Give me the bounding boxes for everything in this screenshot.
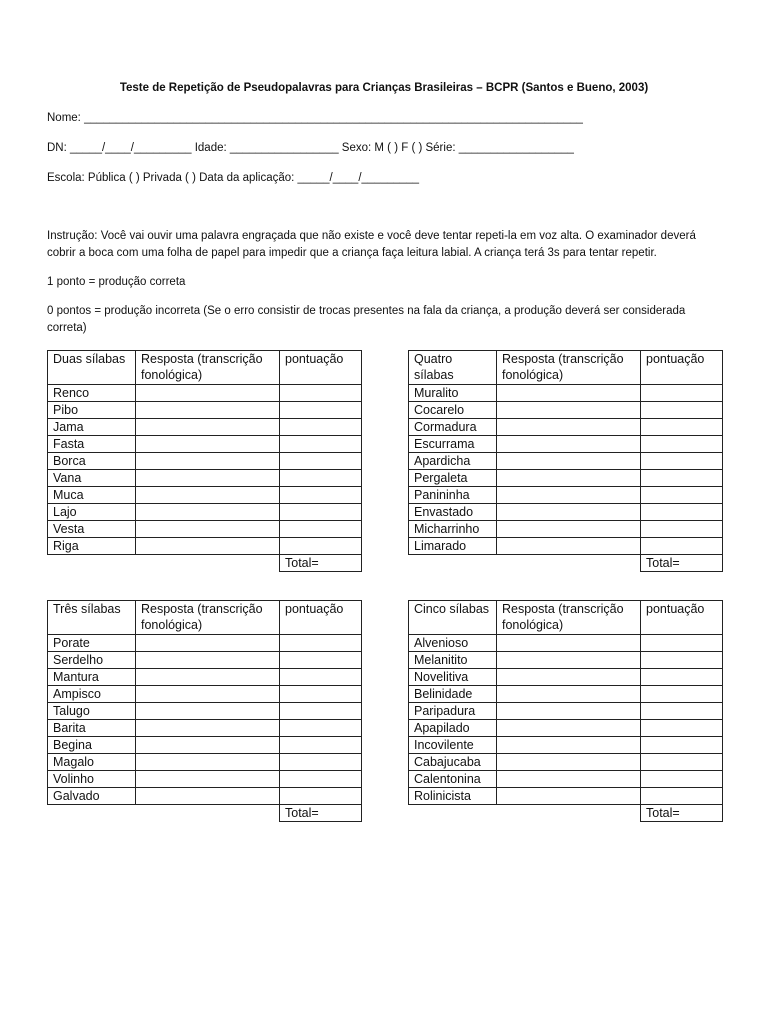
pseudoword-cell: Melanitito xyxy=(409,652,497,669)
column-header-word: Cinco sílabas xyxy=(409,601,497,635)
table-row xyxy=(48,436,362,453)
pseudoword-cell: Ampisco xyxy=(48,686,136,703)
response-cell[interactable] xyxy=(497,669,641,686)
total-row xyxy=(48,555,362,572)
pseudoword-cell: Serdelho xyxy=(48,652,136,669)
blank-cell xyxy=(48,555,136,572)
column-header-score: pontuação xyxy=(280,351,362,385)
response-cell[interactable] xyxy=(136,436,280,453)
table-row xyxy=(409,788,723,805)
pseudoword-cell: Cocarelo xyxy=(409,402,497,419)
table-header-row xyxy=(48,351,362,385)
response-cell[interactable] xyxy=(136,538,280,555)
score-cell[interactable] xyxy=(280,521,362,538)
table-row xyxy=(409,402,723,419)
score-cell[interactable] xyxy=(641,754,723,771)
response-cell[interactable] xyxy=(497,521,641,538)
score-cell[interactable] xyxy=(641,419,723,436)
pseudoword-cell: Panininha xyxy=(409,487,497,504)
score-cell[interactable] xyxy=(280,385,362,402)
column-header-score: pontuação xyxy=(280,601,362,635)
pseudoword-cell: Apardicha xyxy=(409,453,497,470)
response-cell[interactable] xyxy=(136,788,280,805)
response-cell[interactable] xyxy=(136,521,280,538)
response-cell[interactable] xyxy=(497,754,641,771)
response-cell[interactable] xyxy=(136,703,280,720)
page-title: Teste de Repetição de Pseudopalavras para Crianças Brasileiras – BCPR (Santos e Bueno, 2003) xyxy=(119,82,649,94)
response-cell[interactable] xyxy=(497,402,641,419)
blank-cell xyxy=(409,555,497,572)
table-row xyxy=(48,504,362,521)
score-cell[interactable] xyxy=(641,504,723,521)
score-cell[interactable] xyxy=(280,686,362,703)
table-row xyxy=(409,720,723,737)
response-cell[interactable] xyxy=(497,703,641,720)
response-cell[interactable] xyxy=(497,635,641,652)
pseudoword-cell: Cabajucaba xyxy=(409,754,497,771)
table-row xyxy=(48,771,362,788)
response-cell[interactable] xyxy=(497,538,641,555)
pseudoword-cell: Belinidade xyxy=(409,686,497,703)
table-row xyxy=(409,453,723,470)
score-cell[interactable] xyxy=(280,703,362,720)
column-header-response: Resposta (transcrição fonológica) xyxy=(497,351,641,385)
dn-line: DN: _____/____/_________ Idade: _________________ Sexo: M ( ) F ( ) Série: __________________ xyxy=(47,142,574,154)
pseudoword-cell: Galvado xyxy=(48,788,136,805)
pseudoword-cell: Escurrama xyxy=(409,436,497,453)
total-cell[interactable]: Total= xyxy=(280,805,362,822)
pseudoword-cell: Muralito xyxy=(409,385,497,402)
blank-cell xyxy=(497,555,641,572)
response-cell[interactable] xyxy=(136,402,280,419)
pseudoword-cell: Lajo xyxy=(48,504,136,521)
table-row xyxy=(48,754,362,771)
total-row xyxy=(48,805,362,822)
score-one-text: 1 ponto = produção correta xyxy=(47,276,186,288)
response-cell[interactable] xyxy=(136,504,280,521)
table-row xyxy=(409,652,723,669)
table-row xyxy=(48,385,362,402)
pseudoword-cell: Renco xyxy=(48,385,136,402)
total-cell[interactable]: Total= xyxy=(641,555,723,572)
response-cell[interactable] xyxy=(136,487,280,504)
score-cell[interactable] xyxy=(280,470,362,487)
table-row xyxy=(409,754,723,771)
pseudoword-cell: Paripadura xyxy=(409,703,497,720)
response-cell[interactable] xyxy=(497,737,641,754)
pseudoword-cell: Micharrinho xyxy=(409,521,497,538)
pseudoword-cell: Talugo xyxy=(48,703,136,720)
pseudoword-cell: Mantura xyxy=(48,669,136,686)
total-row xyxy=(409,555,723,572)
table-row xyxy=(48,635,362,652)
pseudoword-cell: Alvenioso xyxy=(409,635,497,652)
score-cell[interactable] xyxy=(641,470,723,487)
response-cell[interactable] xyxy=(497,771,641,788)
score-cell[interactable] xyxy=(641,788,723,805)
score-cell[interactable] xyxy=(280,635,362,652)
response-cell[interactable] xyxy=(497,436,641,453)
score-cell[interactable] xyxy=(641,686,723,703)
score-cell[interactable] xyxy=(280,419,362,436)
score-cell[interactable] xyxy=(641,402,723,419)
escola-line: Escola: Pública ( ) Privada ( ) Data da aplicação: _____/____/_________ xyxy=(47,172,420,184)
response-cell[interactable] xyxy=(136,754,280,771)
table-row xyxy=(48,470,362,487)
table-row xyxy=(48,669,362,686)
score-cell[interactable] xyxy=(641,737,723,754)
table-row xyxy=(48,521,362,538)
blank-cell xyxy=(497,805,641,822)
score-cell[interactable] xyxy=(641,720,723,737)
response-cell[interactable] xyxy=(497,652,641,669)
table-row xyxy=(409,470,723,487)
response-cell[interactable] xyxy=(136,470,280,487)
table-row xyxy=(409,419,723,436)
response-cell[interactable] xyxy=(136,453,280,470)
response-cell[interactable] xyxy=(136,686,280,703)
response-cell[interactable] xyxy=(136,635,280,652)
response-cell[interactable] xyxy=(136,720,280,737)
blank-cell xyxy=(136,805,280,822)
pseudoword-cell: Rolinicista xyxy=(409,788,497,805)
table-row xyxy=(48,720,362,737)
score-cell[interactable] xyxy=(280,504,362,521)
score-cell[interactable] xyxy=(641,703,723,720)
table-row xyxy=(48,538,362,555)
score-cell[interactable] xyxy=(641,436,723,453)
score-cell[interactable] xyxy=(280,652,362,669)
score-cell[interactable] xyxy=(641,652,723,669)
column-header-score: pontuação xyxy=(641,601,723,635)
table-row xyxy=(48,487,362,504)
pseudoword-cell: Begina xyxy=(48,737,136,754)
response-cell[interactable] xyxy=(136,669,280,686)
blank-cell xyxy=(136,555,280,572)
response-cell[interactable] xyxy=(136,385,280,402)
pseudoword-cell: Vesta xyxy=(48,521,136,538)
pseudoword-cell: Vana xyxy=(48,470,136,487)
table-row xyxy=(409,686,723,703)
pseudoword-cell: Magalo xyxy=(48,754,136,771)
score-zero-text: 0 pontos = produção incorreta (Se o erro consistir de trocas presentes na fala da criança, a produção deverá ser considerada correta) xyxy=(47,305,686,334)
table-header-row xyxy=(48,601,362,635)
total-cell[interactable]: Total= xyxy=(641,805,723,822)
table-row xyxy=(48,737,362,754)
blank-cell xyxy=(409,805,497,822)
table-row xyxy=(48,686,362,703)
table-quatro-silabas xyxy=(408,350,723,572)
column-header-response: Resposta (transcrição fonológica) xyxy=(497,601,641,635)
response-cell[interactable] xyxy=(497,453,641,470)
nome-line: Nome: ______________________________________________________________________________ xyxy=(47,112,583,124)
response-cell[interactable] xyxy=(136,419,280,436)
score-cell[interactable] xyxy=(280,538,362,555)
pseudoword-cell: Novelitiva xyxy=(409,669,497,686)
table-row xyxy=(409,521,723,538)
table-tres-silabas xyxy=(47,600,362,822)
pseudoword-cell: Borca xyxy=(48,453,136,470)
table-row xyxy=(409,737,723,754)
table-row xyxy=(48,652,362,669)
pseudoword-cell: Incovilente xyxy=(409,737,497,754)
table-row xyxy=(48,419,362,436)
response-cell[interactable] xyxy=(497,487,641,504)
column-header-response: Resposta (transcrição fonológica) xyxy=(136,351,280,385)
total-cell[interactable]: Total= xyxy=(280,555,362,572)
score-cell[interactable] xyxy=(641,385,723,402)
table-row xyxy=(48,453,362,470)
table-duas-silabas xyxy=(47,350,362,572)
score-cell[interactable] xyxy=(641,635,723,652)
pseudoword-cell: Limarado xyxy=(409,538,497,555)
response-cell[interactable] xyxy=(497,788,641,805)
table-header-row xyxy=(409,351,723,385)
pseudoword-cell: Barita xyxy=(48,720,136,737)
pseudoword-cell: Jama xyxy=(48,419,136,436)
response-cell[interactable] xyxy=(136,771,280,788)
table-row xyxy=(409,635,723,652)
table-row xyxy=(409,538,723,555)
pseudoword-cell: Porate xyxy=(48,635,136,652)
pseudoword-cell: Fasta xyxy=(48,436,136,453)
pseudoword-cell: Muca xyxy=(48,487,136,504)
score-cell[interactable] xyxy=(280,453,362,470)
table-cinco-silabas xyxy=(408,600,723,822)
score-cell[interactable] xyxy=(280,436,362,453)
response-cell[interactable] xyxy=(497,504,641,521)
pseudoword-cell: Calentonina xyxy=(409,771,497,788)
score-cell[interactable] xyxy=(641,521,723,538)
score-cell[interactable] xyxy=(641,669,723,686)
column-header-response: Resposta (transcrição fonológica) xyxy=(136,601,280,635)
table-row xyxy=(409,436,723,453)
column-header-score: pontuação xyxy=(641,351,723,385)
score-cell[interactable] xyxy=(280,737,362,754)
table-row xyxy=(409,385,723,402)
table-row xyxy=(409,703,723,720)
pseudoword-cell: Pergaleta xyxy=(409,470,497,487)
response-cell[interactable] xyxy=(497,419,641,436)
column-header-word: Duas sílabas xyxy=(48,351,136,385)
response-cell[interactable] xyxy=(136,737,280,754)
pseudoword-cell: Cormadura xyxy=(409,419,497,436)
instruction-text: Instrução: Você vai ouvir uma palavra engraçada que não existe e você deve tentar repeti-la em voz alta. O examinador deverá cobrir a boca com uma folha de papel para impedir que a criança faça leitura labial. A criança terá 3s para tentar repetir. xyxy=(47,230,696,259)
response-cell[interactable] xyxy=(497,720,641,737)
response-cell[interactable] xyxy=(497,385,641,402)
score-cell[interactable] xyxy=(280,720,362,737)
table-row xyxy=(48,402,362,419)
score-cell[interactable] xyxy=(280,402,362,419)
score-cell[interactable] xyxy=(280,754,362,771)
column-header-word: Três sílabas xyxy=(48,601,136,635)
score-cell[interactable] xyxy=(280,669,362,686)
table-row xyxy=(48,788,362,805)
pseudoword-cell: Apapilado xyxy=(409,720,497,737)
table-row xyxy=(409,669,723,686)
table-row xyxy=(409,771,723,788)
score-cell[interactable] xyxy=(280,487,362,504)
table-row xyxy=(409,504,723,521)
response-cell[interactable] xyxy=(497,686,641,703)
column-header-word: Quatro sílabas xyxy=(409,351,497,385)
table-row xyxy=(409,487,723,504)
response-cell[interactable] xyxy=(136,652,280,669)
pseudoword-cell: Pibo xyxy=(48,402,136,419)
score-cell[interactable] xyxy=(641,487,723,504)
response-cell[interactable] xyxy=(497,470,641,487)
score-cell[interactable] xyxy=(641,771,723,788)
score-cell[interactable] xyxy=(280,771,362,788)
pseudoword-cell: Volinho xyxy=(48,771,136,788)
pseudoword-cell: Riga xyxy=(48,538,136,555)
blank-cell xyxy=(48,805,136,822)
pseudoword-cell: Envastado xyxy=(409,504,497,521)
table-header-row xyxy=(409,601,723,635)
table-row xyxy=(48,703,362,720)
score-cell[interactable] xyxy=(280,788,362,805)
total-row xyxy=(409,805,723,822)
score-cell[interactable] xyxy=(641,538,723,555)
score-cell[interactable] xyxy=(641,453,723,470)
